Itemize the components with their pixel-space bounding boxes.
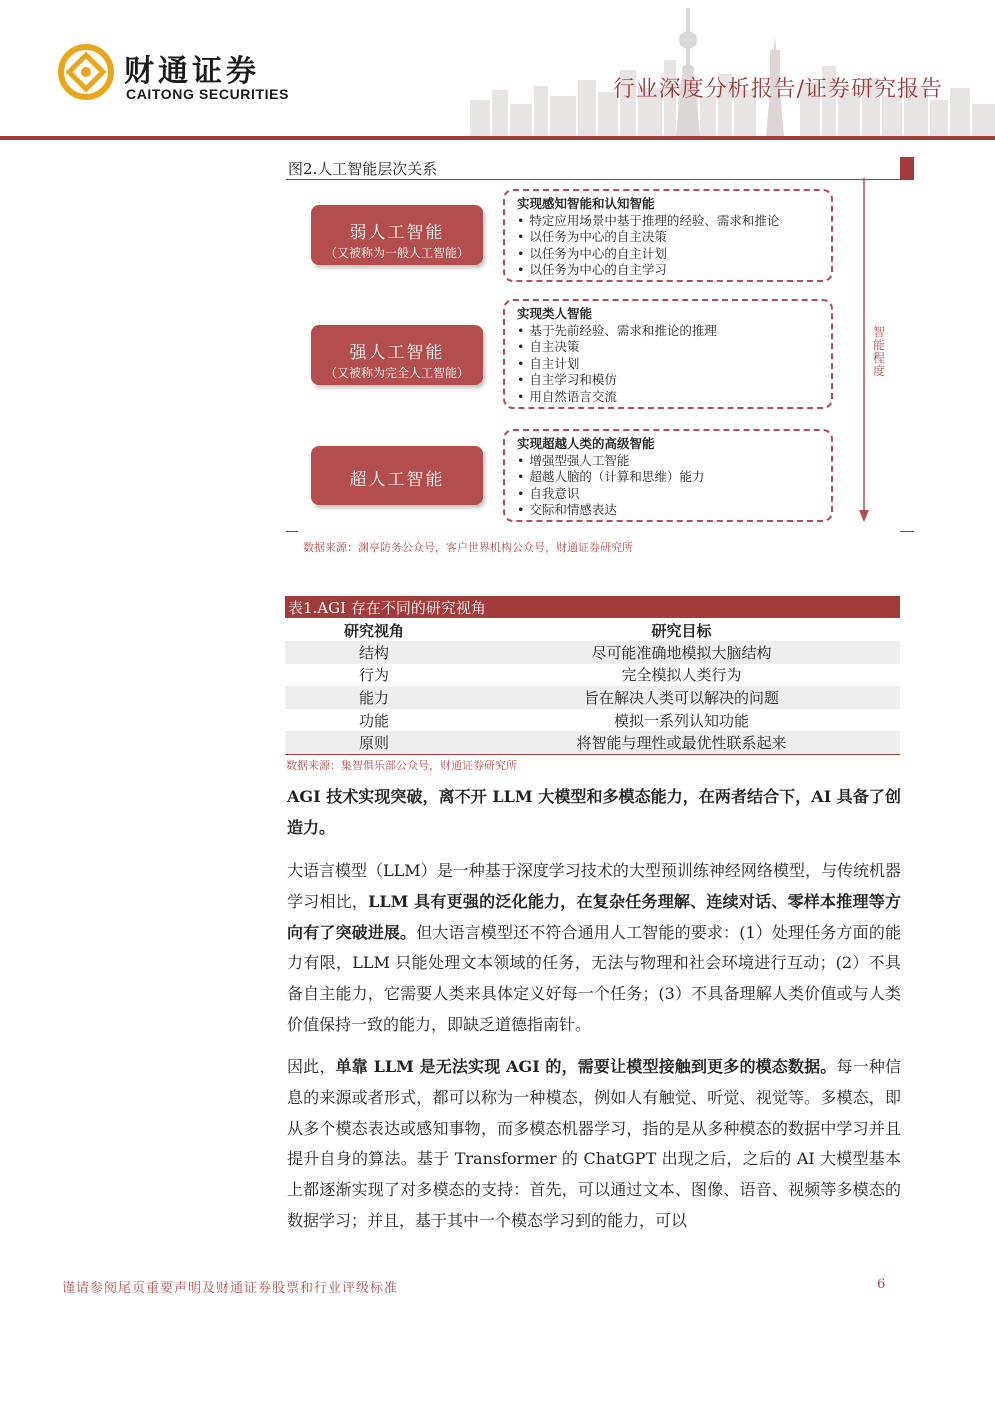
level-box-strong-ai: [311, 325, 483, 385]
detail-title: 实现感知智能和认知智能: [517, 196, 655, 211]
detail-item: • 自主计划: [517, 356, 831, 373]
table-cell: 完全模拟人类行为: [621, 666, 742, 685]
table-header-cell: 研究视角: [343, 622, 404, 640]
figure-bottom-rule-left: [286, 531, 298, 532]
intelligence-axis-arrow-icon: [856, 172, 872, 524]
table-title: [285, 596, 900, 618]
table-source: 数据来源：集智俱乐部公众号，财通证券研究所: [286, 759, 517, 772]
table-row: [285, 709, 900, 732]
detail-box-weak-ai: [503, 189, 833, 282]
page-number: 6: [877, 1277, 886, 1292]
table-cell: 模拟一系列认知功能: [613, 711, 749, 730]
detail-item: • 特定应用场景中基于推理的经验、需求和推论: [517, 213, 831, 230]
figure-title-underline: [286, 179, 914, 180]
table-cell: 原则: [285, 731, 463, 754]
header-divider: [0, 136, 995, 140]
detail-item: • 自我意识: [517, 486, 831, 503]
table-cell: 功能: [358, 711, 389, 730]
paragraph-text: 因此，: [287, 1057, 336, 1076]
figure-title-accent: [900, 157, 914, 179]
paragraph-text: 但大语言模型还不符合通用人工智能的要求：(1）处理任务方面的能力有限，LLM 只能处理文本领域的任务，无法与物理和社会环境进行互动；(2）不具备自主能力，它需要人类来具体定义好每一个任务；(3）不具备理解人类价值或与人类价值保持一致的能力，即缺乏道德指南针。: [287, 922, 901, 1034]
table-cell: 将智能与理性或最优性联系起来: [463, 731, 900, 754]
table-cell: 能力: [285, 686, 463, 709]
detail-item: • 以任务为中心的自主决策: [517, 229, 831, 246]
detail-item: • 以任务为中心的自主学习: [517, 262, 831, 279]
paragraph-bold-text: LLM 具有更强的泛化能力，在复杂任务理解、连续对话、零样本推理等方向有了突破进展。: [287, 891, 901, 942]
paragraph-multimodal: [287, 1052, 901, 1237]
detail-item: • 以任务为中心的自主计划: [517, 246, 831, 263]
table-row: [285, 686, 900, 709]
level-name: 弱人工智能: [349, 223, 445, 243]
level-subtitle: （又被称为一般人工智能）: [324, 246, 469, 260]
caitong-logo-icon: [58, 44, 114, 100]
report-type-title: 行业深度分析报告/证券研究报告: [612, 77, 943, 102]
figure-source: 数据来源：渊亭防务公众号，客户世界机构公众号，财通证券研究所: [303, 541, 633, 554]
detail-item: • 交际和情感表达: [517, 502, 831, 519]
detail-box-strong-ai: [503, 299, 833, 409]
axis-label: 智能程度: [872, 325, 885, 378]
figure-title-text: 图2.人工智能层次关系: [288, 160, 438, 178]
detail-item: • 自主决策: [517, 339, 831, 356]
figure-title: [286, 157, 914, 179]
detail-title: 实现超越人类的高级智能: [517, 436, 655, 451]
level-name: 超人工智能: [349, 470, 445, 490]
table-header-row: [285, 620, 900, 641]
city-skyline-graphic: [470, 0, 995, 136]
table-row: [285, 731, 900, 754]
detail-item: • 用自然语言交流: [517, 389, 831, 406]
logo-chinese-name: 财通证券: [124, 54, 260, 89]
paragraph-bold-text: AGI 技术实现突破，离不开 LLM 大模型和多模态能力，在两者结合下，AI 具备了创造力。: [287, 787, 901, 837]
research-perspective-table: [285, 620, 900, 754]
level-box-weak-ai: [311, 205, 483, 265]
level-subtitle: （又被称为完全人工智能）: [324, 366, 469, 380]
detail-box-super-ai: [503, 429, 833, 522]
table-title-text: 表1.AGI 存在不同的研究视角: [288, 599, 486, 617]
table-cell: 行为: [358, 666, 389, 685]
table-cell: 尽可能准确地模拟大脑结构: [463, 641, 900, 664]
table-cell: 结构: [285, 641, 463, 664]
figure-bottom-rule-right: [900, 531, 914, 532]
detail-item: • 自主学习和模仿: [517, 372, 831, 389]
level-box-super-ai: [311, 446, 483, 505]
table-row: [285, 641, 900, 664]
detail-item: • 基于先前经验、需求和推论的推理: [517, 323, 831, 340]
logo-english-name: CAITONG SECURITIES: [126, 86, 290, 102]
detail-title: 实现类人智能: [517, 306, 593, 321]
level-name: 强人工智能: [349, 343, 445, 363]
table-header-cell: 研究目标: [651, 622, 712, 640]
table-bottom-rule: [285, 754, 900, 755]
paragraph-llm: [287, 856, 901, 1041]
paragraph-agi-breakthrough: [287, 782, 901, 844]
paragraph-text: 每一种信息的来源或者形式，都可以称为一种模态，例如人有触觉、听觉、视觉等。多模态，即从多个模态表达或感知事物，而多模态机器学习，指的是从多种模态的数据中学习并且提升自身的算法。基于 Transformer 的 ChatGPT 出现之后，之后的 AI 大模型基本上都逐渐实现了对多模态的支持：首先，可以通过文本、图像、语音、视频等多模态的数据学习；并且，基于其中一个模态学习到的能力，可以: [287, 1057, 901, 1230]
paragraph-text: 大语言模型（LLM）是一种基于深度学习技术的大型预训练神经网络模型，与传统机器学习相比，: [287, 861, 901, 911]
paragraph-bold-text: 单靠 LLM 是无法实现 AGI 的，需要让模型接触到更多的模态数据。: [335, 1057, 837, 1076]
detail-item: • 超越人脑的（计算和思维）能力: [517, 469, 831, 486]
table-row: [285, 664, 900, 687]
table-cell: 旨在解决人类可以解决的问题: [463, 686, 900, 709]
footer-disclaimer: 谨请参阅尾页重要声明及财通证券股票和行业评级标准: [62, 1281, 399, 1296]
detail-item: • 增强型强人工智能: [517, 453, 831, 470]
